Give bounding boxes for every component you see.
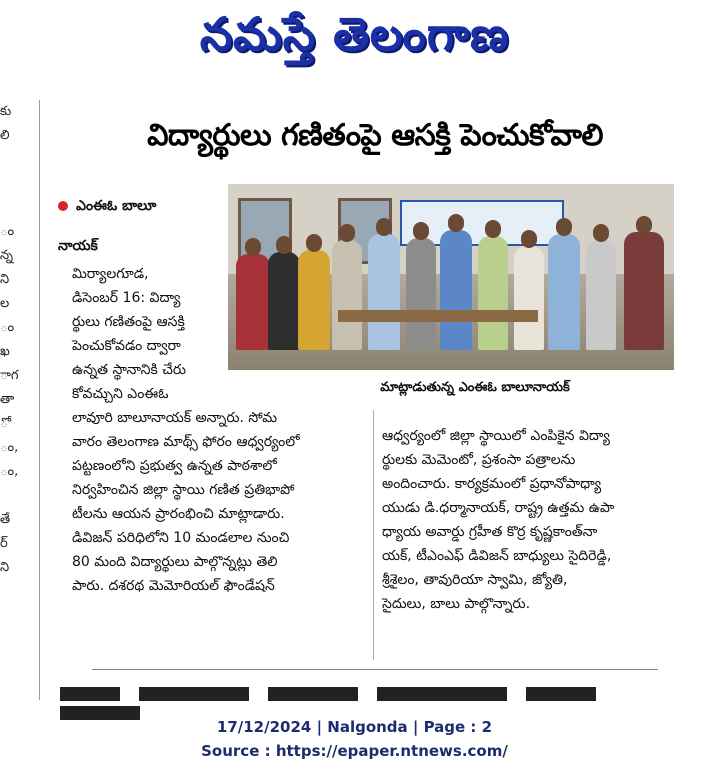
- footer-meta: 17/12/2024 | Nalgonda | Page : 2: [216, 718, 493, 736]
- byline-name: ఎంఈఓ బాలూ: [76, 198, 157, 214]
- photo-person: [406, 238, 436, 350]
- photo-head: [276, 236, 292, 254]
- text-line: ఆధ్వర్యంలో జిల్లా స్థాయిలో ఎంపికైన విద్యా: [382, 428, 610, 444]
- photo-person: [478, 236, 508, 350]
- text-line: శ్రీశైలం, తావురియా స్వామి, జ్యోతి,: [382, 572, 568, 588]
- byline-row: [58, 186, 228, 226]
- photo-head: [448, 214, 464, 232]
- text-line: ఉన్నత స్థానానికి చేరు: [72, 362, 186, 378]
- footer-source: Source : https://epaper.ntnews.com/: [201, 742, 508, 760]
- story-right-column: [382, 424, 692, 616]
- gutter-line: ం: [0, 224, 15, 239]
- photo-person: [440, 230, 472, 350]
- photo-head: [485, 220, 501, 238]
- text-line: సైదులు, బాలు పాల్గొన్నారు.: [382, 596, 531, 612]
- text-line: 80 మంది విద్యార్థులు పాల్గొన్నట్లు తెలి: [72, 554, 278, 570]
- column-divider: [373, 410, 374, 660]
- gutter-line: [0, 484, 14, 508]
- text-line: మిర్యాలగూడ,: [72, 266, 149, 282]
- text-line: నిర్వహించిన జిల్లా స్థాయి గణిత ప్రతిభాపో: [72, 482, 295, 498]
- gutter-line: తా: [0, 392, 15, 407]
- photo-person: [236, 254, 270, 350]
- photo-person: [332, 240, 362, 350]
- photo-person: [268, 252, 300, 350]
- gutter-line: ో: [0, 416, 8, 431]
- photo-head: [339, 224, 355, 242]
- ink-block: [60, 687, 120, 701]
- gutter-line: [0, 172, 14, 196]
- gutter-line: ల: [0, 296, 10, 311]
- article-headline: విద్యార్థులు గణితంపై ఆసక్తి పెంచుకోవాలి: [147, 118, 603, 153]
- truncated-next-headline: [60, 686, 680, 700]
- story-long-column: [72, 406, 368, 598]
- photo-person: [586, 240, 616, 350]
- byline-row-2: నాయక్: [58, 238, 98, 254]
- text-line: ర్థులు గణితంపై ఆసక్తి: [72, 314, 185, 330]
- gutter-line: న్న: [0, 248, 13, 263]
- photo-head: [306, 234, 322, 252]
- text-line: యక్, టీఎంఎఫ్ డివిజన్ బాధ్యులు సైదిరెడ్డి,: [382, 548, 612, 564]
- photo-person: [514, 246, 544, 350]
- photo-person: [368, 234, 400, 350]
- text-line: ర్థులకు మెమెంటో, ప్రశంసా పత్రాలను: [382, 452, 576, 468]
- text-line: పట్టణంలోని ప్రభుత్వ ఉన్నత పాఠశాలో: [72, 458, 277, 474]
- gutter-line: లి: [0, 128, 10, 143]
- gutter-line: [0, 196, 14, 220]
- text-line: వారం తెలంగాణ మాథ్స్ ఫోరం ఆధ్వర్యంలో: [72, 434, 300, 450]
- bullet-icon: [58, 201, 68, 211]
- photo-head: [413, 222, 429, 240]
- photo-head: [521, 230, 537, 248]
- gutter-line: ని: [0, 272, 10, 287]
- gutter-line: ఖ: [0, 344, 10, 359]
- photo-head: [376, 218, 392, 236]
- text-line: యుడు డి.ధర్మానాయక్, రాష్ట్ర ఉత్తమ ఉపా: [382, 500, 615, 516]
- gutter-line: ం: [0, 320, 15, 335]
- article-photo: [228, 184, 674, 370]
- gutter-line: [0, 148, 14, 172]
- gutter-line: ం,: [0, 464, 19, 479]
- text-line: డివిజన్ పరిధిలోని 10 మండలాల నుంచి: [72, 530, 290, 546]
- text-line: ధ్యాయ అవార్డు గ్రహీత కొర్ర కృష్ణకాంత్‌నా: [382, 524, 598, 540]
- column-rule: [39, 100, 40, 700]
- photo-head: [593, 224, 609, 242]
- photo-head: [556, 218, 572, 236]
- masthead: [0, 0, 709, 80]
- gutter-line: ాగ: [0, 368, 19, 383]
- text-line: డిసెంబర్ 16: విద్యా: [72, 290, 181, 306]
- photo-caption: మాట్లాడుతున్న ఎంఈఓ బాలూనాయక్: [380, 380, 570, 395]
- text-line: పెంచుకోవడం ద్వారా: [72, 338, 181, 354]
- text-line: లావూరి బాలూనాయక్ అన్నారు. సోమ: [72, 410, 278, 426]
- photo-head: [636, 216, 652, 234]
- story-short-column: [72, 262, 224, 406]
- photo-head: [245, 238, 261, 256]
- text-line: టీలను ఆయన ప్రారంభించి మాట్లాడారు.: [72, 506, 285, 522]
- photo-table: [338, 310, 538, 322]
- gutter-line: తే: [0, 512, 11, 527]
- text-line: అందించారు. కార్యక్రమంలో ప్రధానోపాధ్యా: [382, 476, 602, 492]
- gutter-line: ం,: [0, 440, 19, 455]
- gutter-line: ని: [0, 560, 10, 575]
- ink-block: [377, 687, 507, 701]
- text-line: కోవచ్చుని ఎంఈఓ: [72, 386, 169, 402]
- byline: [58, 186, 228, 266]
- gutter-line: ర్: [0, 536, 8, 551]
- gutter-line: కు: [0, 104, 12, 119]
- bottom-rule: [92, 669, 658, 670]
- masthead-title: నమస్తే తెలంగాణ: [199, 7, 510, 61]
- ink-block: [526, 687, 596, 701]
- photo-person: [548, 234, 580, 350]
- ink-block: [139, 687, 249, 701]
- photo-person: [624, 232, 664, 350]
- left-gutter-text: [0, 100, 19, 700]
- text-line: పారు. దశరథ మెమోరియల్ ఫౌండేషన్: [72, 578, 275, 594]
- ink-block: [268, 687, 358, 701]
- photo-person: [298, 250, 330, 350]
